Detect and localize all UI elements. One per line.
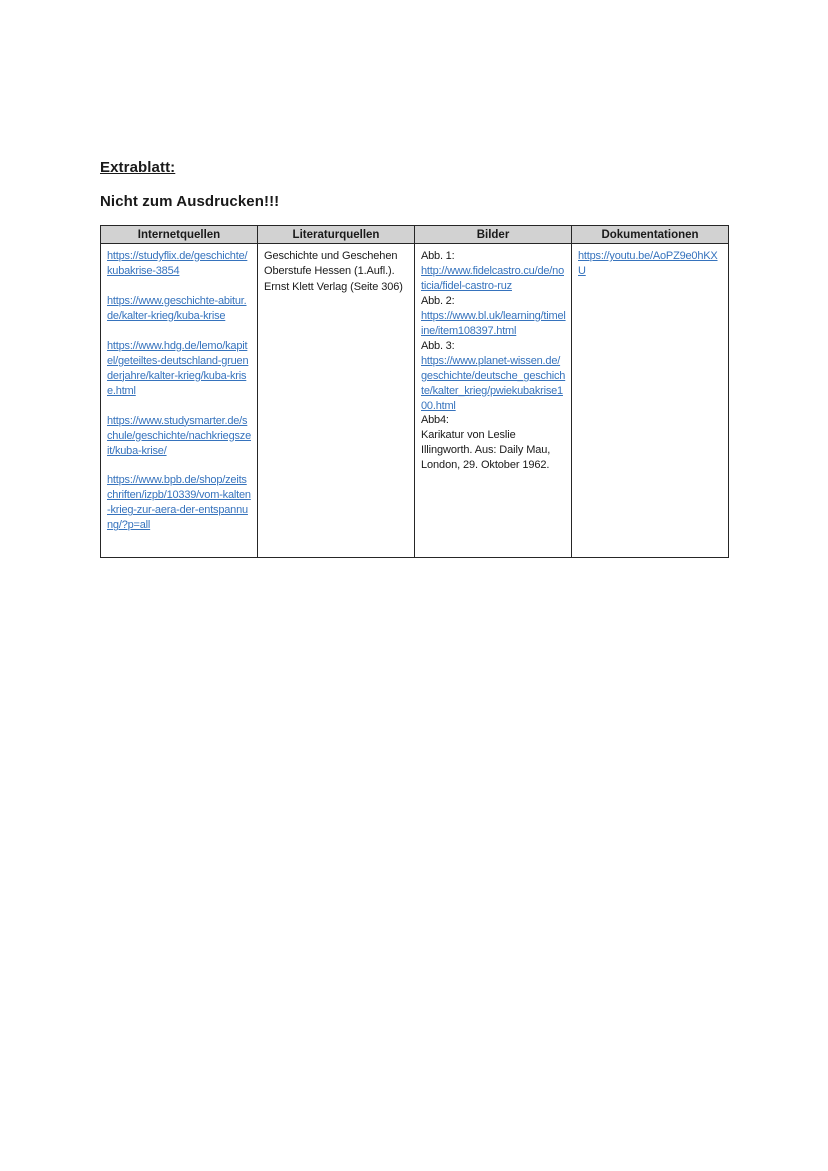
cell-internetquellen bbox=[101, 244, 258, 558]
literature-reference: Geschichte und Geschehen Oberstufe Hessen (1.Aufl.). Ernst Klett Verlag (Seite 306) bbox=[264, 250, 403, 293]
column-header-literaturquellen: Literaturquellen bbox=[258, 226, 415, 244]
bild-label-3: Abb. 3: bbox=[421, 339, 455, 352]
bild-item-1 bbox=[421, 249, 566, 294]
column-header-internetquellen: Internetquellen bbox=[101, 226, 258, 244]
sources-table bbox=[100, 225, 729, 558]
bild-label-2: Abb. 2: bbox=[421, 294, 455, 307]
bild-link-planet-wissen[interactable]: https://www.planet-wissen.de/geschichte/deutsche_geschichte/kalter_krieg/pwiekubakrise100.html bbox=[421, 354, 566, 412]
table-body-row bbox=[101, 244, 729, 558]
bild-item-3 bbox=[421, 339, 566, 414]
table-header-row bbox=[101, 226, 729, 244]
bild-caption-karikatur: Karikatur von Leslie Illingworth. Aus: Daily Mau, London, 29. Oktober 1962. bbox=[421, 429, 551, 472]
internet-link-geschichte-abitur[interactable]: https://www.geschichte-abitur.de/kalter-krieg/kuba-krise bbox=[107, 294, 247, 322]
cell-literaturquellen bbox=[258, 244, 415, 558]
bild-link-bl-uk[interactable]: https://www.bl.uk/learning/timeline/item108397.html bbox=[421, 309, 566, 337]
bild-item-2 bbox=[421, 294, 566, 339]
cell-dokumentationen bbox=[572, 244, 729, 558]
internet-link-studyflix[interactable]: https://studyflix.de/geschichte/kubakrise-3854 bbox=[107, 250, 248, 277]
bild-label-4: Abb4: bbox=[421, 414, 449, 427]
column-header-bilder: Bilder bbox=[415, 226, 572, 244]
bild-item-4 bbox=[421, 413, 566, 473]
bild-link-fidelcastro[interactable]: http://www.fidelcastro.cu/de/noticia/fidel-castro-ruz bbox=[421, 264, 564, 292]
internet-link-hdg[interactable]: https://www.hdg.de/lemo/kapitel/geteiltes-deutschland-gruenderjahre/kalter-krieg/kuba-krise.html bbox=[107, 339, 249, 397]
dokumentation-link-youtube[interactable]: https://youtu.be/AoPZ9e0hKXU bbox=[578, 250, 718, 277]
internet-link-studysmarter[interactable]: https://www.studysmarter.de/schule/geschichte/nachkriegszeit/kuba-krise/ bbox=[107, 414, 252, 457]
column-header-dokumentationen: Dokumentationen bbox=[572, 226, 729, 244]
cell-bilder bbox=[415, 244, 572, 558]
internet-link-bpb[interactable]: https://www.bpb.de/shop/zeitschriften/izpb/10339/vom-kalten-krieg-zur-aera-der-entspannung/?p=all bbox=[107, 474, 251, 532]
page-subtitle: Nicht zum Ausdrucken!!! bbox=[100, 193, 280, 210]
bild-label-1: Abb. 1: bbox=[421, 250, 455, 262]
page-title: Extrablatt: bbox=[100, 159, 176, 176]
